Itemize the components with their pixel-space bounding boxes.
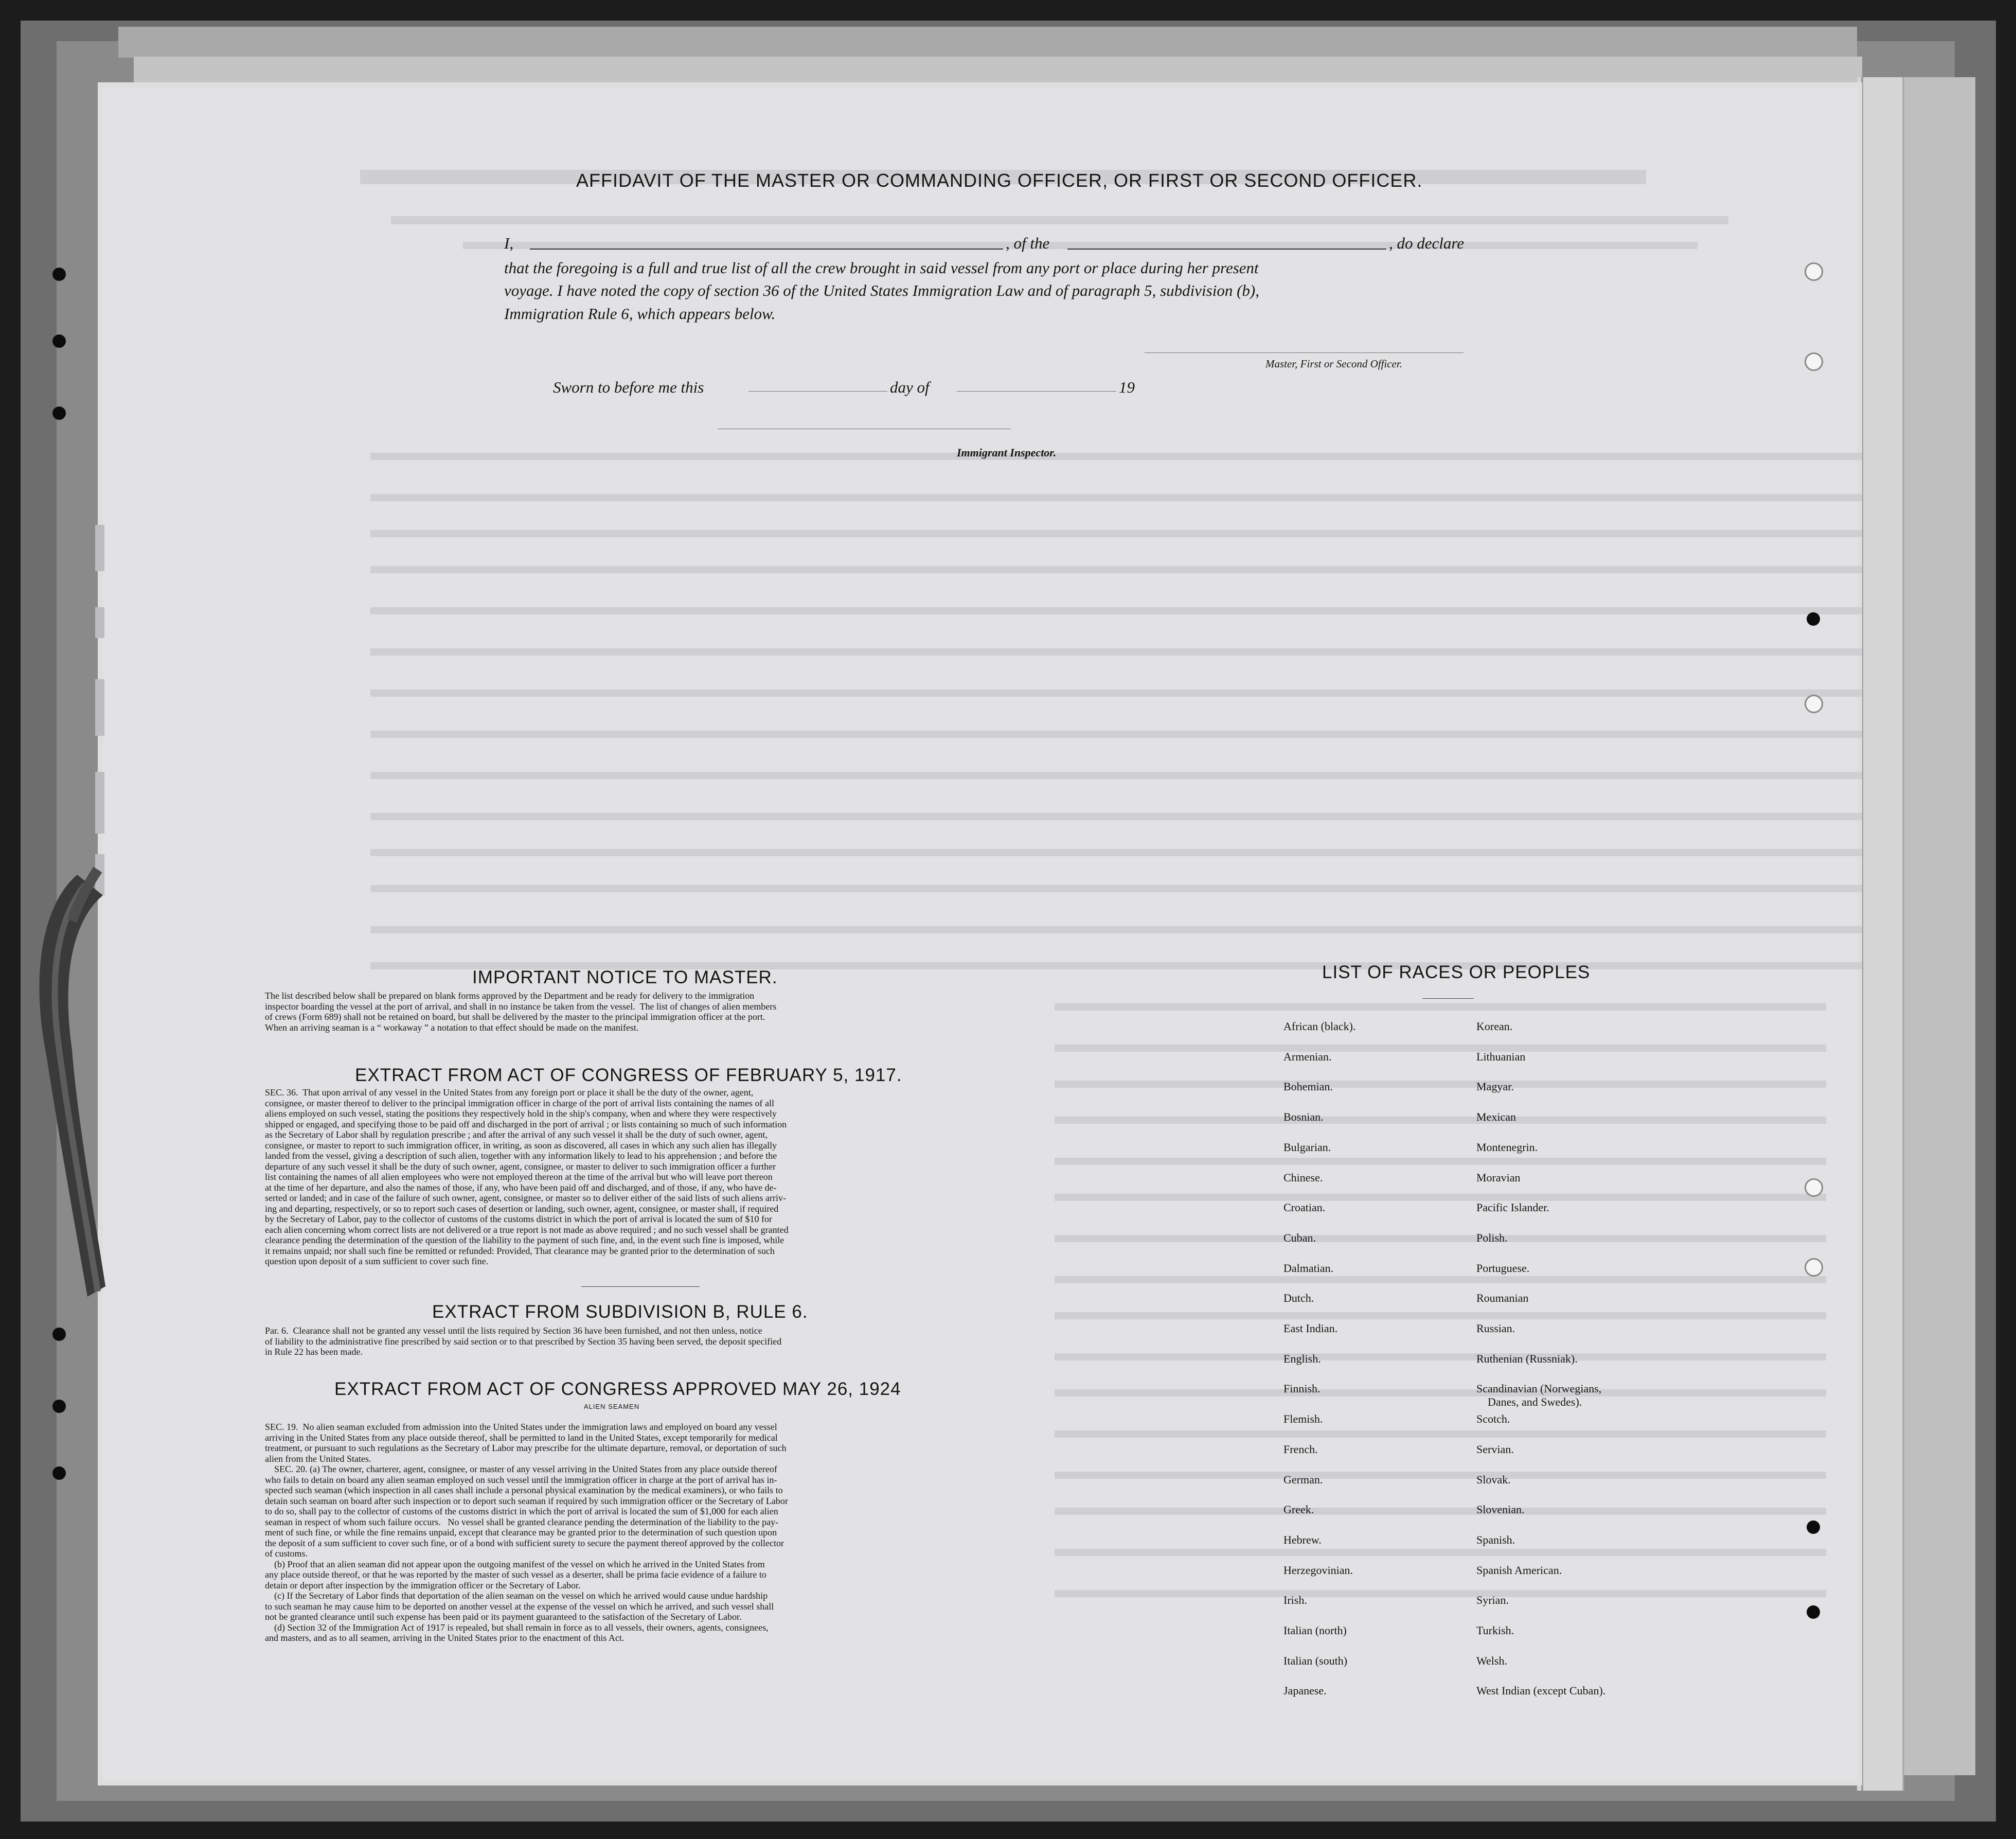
race-item: Greek. <box>1283 1503 1314 1516</box>
extract-1924-subtitle: ALIEN SEAMEN <box>584 1403 640 1410</box>
race-item: Portuguese. <box>1476 1261 1530 1275</box>
race-item: Mexican <box>1476 1110 1516 1124</box>
race-item: German. <box>1283 1473 1323 1486</box>
race-item: Pacific Islander. <box>1476 1201 1549 1214</box>
affidavit-line-4: Immigration Rule 6, which appears below. <box>504 305 776 323</box>
race-item: Dutch. <box>1283 1292 1314 1305</box>
race-item: Moravian <box>1476 1171 1521 1184</box>
race-item: Slovak. <box>1476 1473 1511 1486</box>
binding-hole <box>52 334 66 348</box>
race-item: Chinese. <box>1283 1171 1323 1184</box>
race-item: Dalmatian. <box>1283 1261 1334 1275</box>
race-item: Ruthenian (Russniak). <box>1476 1352 1578 1365</box>
extract-1917-title: EXTRACT FROM ACT OF CONGRESS OF FEBRUARY 5, 1917. <box>355 1065 902 1085</box>
binding-hole <box>1805 1258 1823 1277</box>
race-item: Welsh. <box>1476 1654 1507 1667</box>
binding-hole <box>52 1466 66 1480</box>
extract-1924-text: SEC. 19. No alien seaman excluded from admission into the United States under the immigration laws and employed on board any vessel arriving in the United States from any place outside thereof, shall be permitted to land in the United States, except temporarily for medical treatment, or pursuant to such regulations as the Secretary of Labor may prescribe for the ultimate departure, removal, or deportation of such alien from the United States. SEC. 20. (a) The owner, charterer, agent, consignee, or master of any vessel arriving in the United States from any place outside thereof who fails to detain on board any alien seaman employed on such vessel until the immigration officer in charge at the port of arrival has in- spected such seaman (which inspection in all cases shall include a personal physical examination by the medical examiners), or who fails to detain such seaman on board after such inspection or to deport such seaman if required by such immigration officer or the Secretary of Labor to do so, shall pay to the collector of customs of the customs district in which the port of arrival is located the sum of $1,000 for each alien seaman in respect of whom such failure occurs. No vessel shall be granted clearance pending the determination of the liability to the pay- ment of such fine, or while the fine remains unpaid, except that clearance may be granted prior to the determination of such question upon the deposit of a sum sufficient to cover such fine, or of a bond with sufficient surety to secure the payment thereof approved by the collector of customs. (b) Proof that an alien seaman did not appear upon the outgoing manifest of the vessel on which he arrived in the United States from any place outside thereof, or that he was reported by the master of such vessel as a deserter, shall be prima facie evidence of a failure to detain or deport after inspection by the immigration officer or the Secretary of Labor. (c) If the Secretary of Labor finds that deportation of the alien seaman on the vessel on which he arrived would cause undue hardship to such seaman he may cause him to be deported on another vessel at the expense of the vessel on which he arrived, and such vessel shall not be granted clearance until such expense has been paid or its payment guaranteed to the satisfaction of the Secretary of Labor. (d) Section 32 of the Immigration Act of 1917 is repealed, but shall remain in force as to all vessels, their owners, agents, consignees, and masters, and as to all seamen, arriving in the United States prior to the enactment of this Act. <box>265 1422 788 1643</box>
race-item: Scandinavian (Norwegians, Danes, and Swedes). <box>1476 1382 1602 1409</box>
race-item: East Indian. <box>1283 1322 1338 1335</box>
race-item: Croatian. <box>1283 1201 1326 1214</box>
affidavit-line-3: voyage. I have noted the copy of section 36 of the United States Immigration Law and of paragraph 5, subdivision (b), <box>504 281 1259 299</box>
binding-hole <box>1805 695 1823 713</box>
vessel-name-line[interactable] <box>1067 249 1386 250</box>
race-item: Hebrew. <box>1283 1533 1322 1546</box>
binding-hole <box>52 1328 66 1341</box>
extract-1924-title: EXTRACT FROM ACT OF CONGRESS APPROVED MAY 26, 1924 <box>334 1379 901 1399</box>
binding-hole <box>1805 352 1823 371</box>
extract-rule6-title: EXTRACT FROM SUBDIVISION B, RULE 6. <box>432 1302 808 1322</box>
affidavit-do-declare: , do declare <box>1389 234 1465 252</box>
race-item: Polish. <box>1476 1231 1508 1244</box>
binding-hole <box>1805 262 1823 281</box>
affidavit-of-the: , of the <box>1006 234 1050 252</box>
affidavit-title: AFFIDAVIT OF THE MASTER OR COMMANDING OFFICER, OR FIRST OR SECOND OFFICER. <box>576 170 1423 191</box>
master-signature-line[interactable] <box>1145 352 1464 353</box>
binding-hole <box>1805 1178 1823 1197</box>
race-item: Magyar. <box>1476 1080 1514 1093</box>
race-item: Spanish American. <box>1476 1563 1562 1577</box>
binding-hole <box>1807 612 1820 626</box>
race-item: Flemish. <box>1283 1412 1323 1426</box>
race-item: English. <box>1283 1352 1321 1365</box>
race-item: Japanese. <box>1283 1684 1327 1697</box>
race-item: Italian (south) <box>1283 1654 1348 1667</box>
race-item: Herzegovinian. <box>1283 1563 1353 1577</box>
extract-rule6-text: Par. 6. Clearance shall not be granted any vessel until the lists required by Section 36 have been furnished, and not then unless, notice of liability to the administrative fine prescribed by said section or to that prescribed by Section 35 having been served, the deposit specified in Rule 22 has been made. <box>265 1325 782 1357</box>
race-item: Scotch. <box>1476 1412 1510 1426</box>
notice-title: IMPORTANT NOTICE TO MASTER. <box>472 967 778 987</box>
master-signature-label: Master, First or Second Officer. <box>1265 358 1402 370</box>
section-divider <box>581 1286 700 1287</box>
binding-hole <box>1807 1605 1820 1619</box>
affidavit-line-2: that the foregoing is a full and true list of all the crew brought in said vessel from any port or place during her present <box>504 259 1259 277</box>
binding-hole <box>52 406 66 420</box>
race-item: Bosnian. <box>1283 1110 1324 1124</box>
sworn-day-line[interactable] <box>748 391 887 392</box>
races-divider <box>1422 998 1474 999</box>
race-item: Slovenian. <box>1476 1503 1525 1516</box>
notice-text: The list described below shall be prepared on blank forms approved by the Department and be ready for delivery to the immigration inspector boarding the vessel at the port of arrival, and shall in no instance be taken from the vessel. The list of changes of alien members of crews (Form 689) shall not be retained on board, but shall be delivered by the master to the principal immigration officer at the port. When an arriving seaman is a “ workaway ” a notation to that effect should be made on the manifest. <box>265 991 777 1033</box>
race-item: Armenian. <box>1283 1050 1332 1063</box>
race-item: Russian. <box>1476 1322 1515 1335</box>
binding-hole <box>1807 1520 1820 1534</box>
sworn-month-line[interactable] <box>957 391 1116 392</box>
race-item: Irish. <box>1283 1594 1307 1607</box>
race-item: West Indian (except Cuban). <box>1476 1684 1606 1697</box>
race-item: Bohemian. <box>1283 1080 1333 1093</box>
race-item: French. <box>1283 1442 1318 1456</box>
sworn-prefix: Sworn to before me this <box>553 378 704 396</box>
race-item: Lithuanian <box>1476 1050 1526 1063</box>
race-item: Cuban. <box>1283 1231 1316 1244</box>
sworn-year: 19 <box>1119 378 1135 396</box>
sworn-day-of: day of <box>890 378 930 396</box>
race-item: Turkish. <box>1476 1624 1514 1637</box>
binding-hole <box>52 1400 66 1413</box>
affidavit-i: I, <box>504 234 514 252</box>
master-name-line[interactable] <box>530 249 1003 250</box>
inspector-label: Immigrant Inspector. <box>957 446 1057 459</box>
race-item: Syrian. <box>1476 1594 1509 1607</box>
race-item: Roumanian <box>1476 1292 1529 1305</box>
race-item: Montenegrin. <box>1476 1140 1538 1154</box>
extract-1917-text: SEC. 36. That upon arrival of any vessel in the United States from any foreign port or place it shall be the duty of the owner, agent, consignee, or master thereof to deliver to the principal immigration officer in charge of the port of arrival lists containing the names of all aliens employed on such vessel, stating the positions they respectively hold in the ship's company, when and where they were respectively shipped or engaged, and specifying those to be paid off and discharged in the port of arrival ; or lists containing so much of such information as the Secretary of Labor shall by regulation prescribe ; and after the arrival of any such vessel it shall be the duty of such owner, agent, consignee, or master to report to such immigration officer, in writing, as soon as discovered, all cases in which any such alien has illegally landed from the vessel, giving a description of such alien, together with any information likely to lead to his apprehension ; and before the departure of any such vessel it shall be the duty of such owner, agent, consignee, or master to deliver to such immigration officer a further list containing the names of all alien employees who were not employed thereon at the time of the arrival but who will leave port thereon at the time of her departure, and also the names of those, if any, who have been paid off and discharged, and of those, if any, who have de- serted or landed; and in case of the failure of such owner, agent, consignee, or master so to deliver either of the said lists of such aliens arriv- ing and departing, respectively, or so to report such cases of desertion or landing, such owner, agent, consignee, or master shall, if required by the Secretary of Labor, pay to the collector of customs of the customs district in which the port of arrival is located the sum of $10 for each alien concerning whom correct lists are not delivered or a true report is not made as above required ; and no such vessel shall be granted clearance pending the determination of the question of the liability to the payment of such fine, and, in the event such fine is imposed, while it remains unpaid; nor shall such fine be remitted or refunded: Provided, That clearance may be granted prior to the determination of such question upon deposit of a sum sufficient to cover such fine. <box>265 1087 789 1266</box>
races-title: LIST OF RACES OR PEOPLES <box>1322 962 1591 982</box>
race-item: Servian. <box>1476 1442 1514 1456</box>
binding-hole <box>52 268 66 281</box>
race-item: Finnish. <box>1283 1382 1321 1395</box>
race-item: Spanish. <box>1476 1533 1515 1546</box>
race-item: African (black). <box>1283 1020 1356 1033</box>
race-item: Korean. <box>1476 1020 1513 1033</box>
race-item: Italian (north) <box>1283 1624 1347 1637</box>
race-item: Bulgarian. <box>1283 1140 1331 1154</box>
